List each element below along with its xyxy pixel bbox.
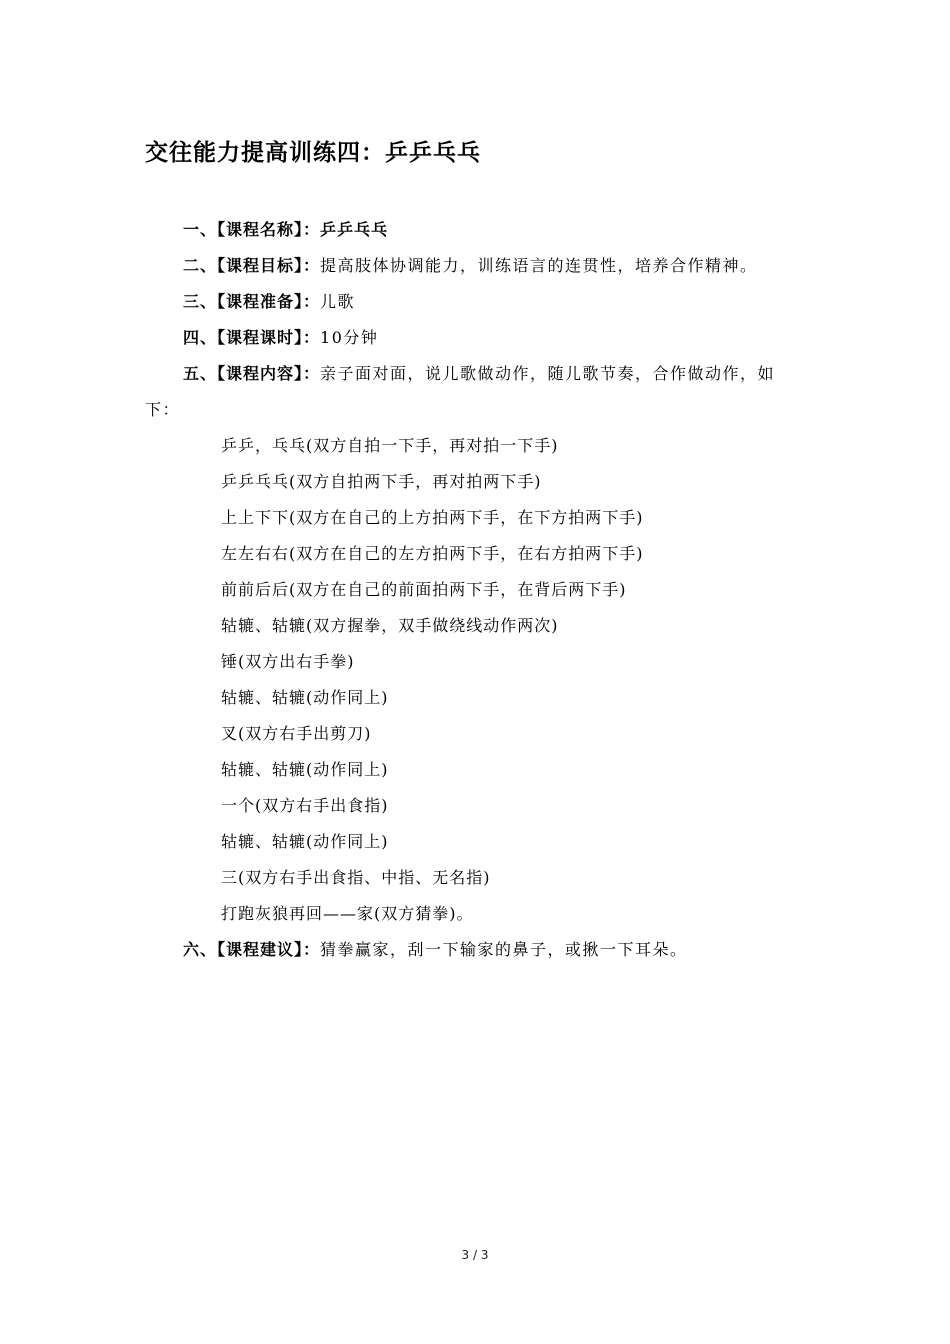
section-text: 猜拳赢家，刮一下输家的鼻子，或揪一下耳朵。 bbox=[320, 940, 688, 959]
document-body bbox=[145, 212, 807, 968]
lyric-line: 乒乒乓乓(双方自拍两下手，再对拍两下手) bbox=[221, 472, 542, 491]
section-text: 乒乒乓乓 bbox=[320, 220, 389, 239]
lyric-line: 轱辘、轱辘(动作同上) bbox=[221, 688, 389, 707]
section-label: 一、【课程名称】： bbox=[183, 220, 321, 239]
section-label: 四、【课程课时】： bbox=[183, 328, 321, 347]
section-label: 二、【课程目标】： bbox=[183, 256, 321, 275]
document-title: 交往能力提高训练四：乒乒乓乓 bbox=[145, 140, 481, 166]
section-text: 10分钟 bbox=[320, 328, 379, 347]
section-course-duration bbox=[145, 320, 807, 356]
lyric-line: 乒乒，乓乓(双方自拍一下手，再对拍一下手) bbox=[221, 436, 559, 455]
lyric-line: 三(双方右手出食指、中指、无名指) bbox=[221, 868, 491, 887]
section-label: 六、【课程建议】： bbox=[183, 940, 321, 959]
lyric-line: 轱辘、轱辘(动作同上) bbox=[221, 832, 389, 851]
lyric-line: 轱辘、轱辘(双方握拳，双手做绕线动作两次) bbox=[221, 616, 559, 635]
section-course-name bbox=[145, 212, 807, 248]
section-label: 三、【课程准备】： bbox=[183, 292, 321, 311]
section-label: 五、【课程内容】： bbox=[183, 364, 321, 383]
lyric-line: 左左右右(双方在自己的左方拍两下手，在右方拍两下手) bbox=[221, 544, 644, 563]
lyric-line: 轱辘、轱辘(动作同上) bbox=[221, 760, 389, 779]
section-text: 提高肢体协调能力，训练语言的连贯性，培养合作精神。 bbox=[320, 256, 758, 275]
section-course-content bbox=[145, 356, 807, 428]
lyric-line: 前前后后(双方在自己的前面拍两下手，在背后两下手) bbox=[221, 580, 627, 599]
section-course-goal bbox=[145, 248, 807, 284]
section-text: 儿歌 bbox=[320, 292, 356, 311]
lyric-line: 打跑灰狼再回——家(双方猜拳)。 bbox=[221, 904, 474, 923]
section-text: 亲子面对面，说儿歌做动作，随儿歌节奏，合作做动作，如下： bbox=[145, 364, 776, 419]
lyric-line: 锤(双方出右手拳) bbox=[221, 652, 355, 671]
lyric-line: 上上下下(双方在自己的上方拍两下手，在下方拍两下手) bbox=[221, 508, 644, 527]
lyric-line: 一个(双方右手出食指) bbox=[221, 796, 389, 815]
section-course-suggestion bbox=[145, 932, 807, 968]
page-number: 3 / 3 bbox=[461, 1248, 489, 1262]
section-course-preparation bbox=[145, 284, 807, 320]
lyric-line: 叉(双方右手出剪刀) bbox=[221, 724, 372, 743]
